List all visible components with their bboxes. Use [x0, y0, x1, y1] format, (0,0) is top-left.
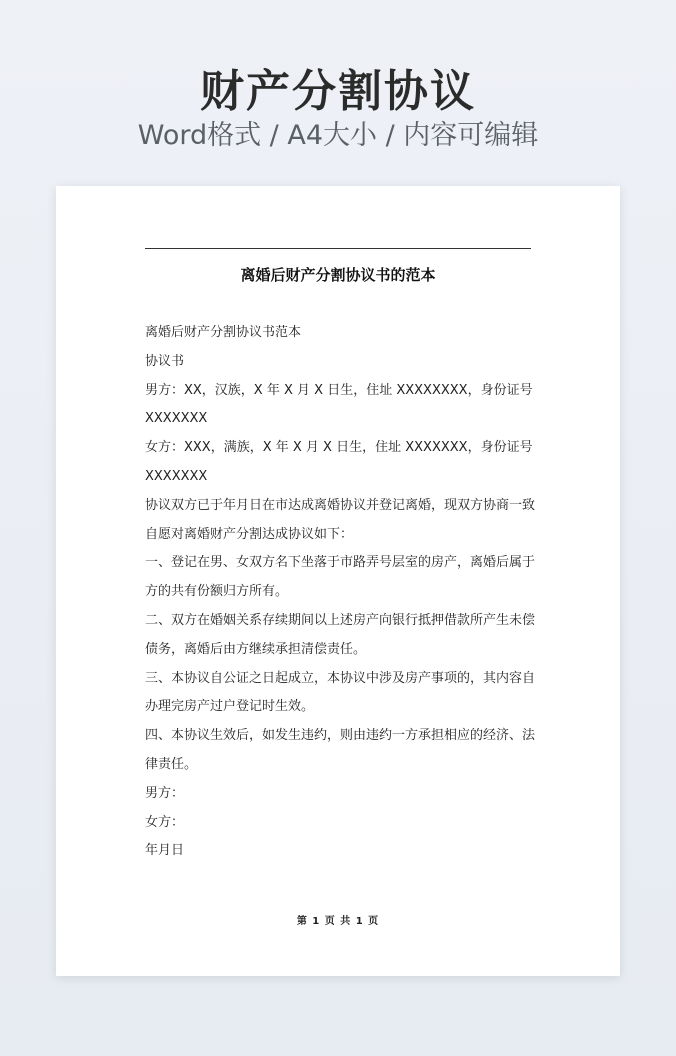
signature-line-female: 女方：	[145, 814, 185, 830]
body-line: 男方：XX，汉族，X 年 X 月 X 日生，住址 XXXXXXXX，身份证号	[145, 382, 533, 398]
body-line: 一、登记在男、女双方名下坐落于市路弄号层室的房产，离婚后属于	[145, 555, 536, 571]
body-line: 三、本协议自公证之日起成立，本协议中涉及房产事项的，其内容自	[145, 670, 536, 686]
header-rule	[145, 248, 531, 249]
body-line: 债务，离婚后由方继续承担清偿责任。	[145, 641, 367, 657]
promo-title: 财产分割协议	[200, 66, 476, 117]
body-line: 离婚后财产分割协议书范本	[145, 325, 302, 340]
body-line: XXXXXXX	[145, 468, 208, 484]
body-line: 方的共有份额归方所有。	[145, 584, 289, 600]
body-line: 四、本协议生效后，如发生违约，则由违约一方承担相应的经济、法	[145, 728, 536, 744]
page-number-footer: 第 1 页 共 1 页	[296, 916, 380, 927]
body-line: 律责任。	[145, 756, 198, 772]
body-line: 协议双方已于年月日在市达成离婚协议并登记离婚，现双方协商一致	[145, 497, 536, 513]
signature-line-male: 男方：	[145, 785, 185, 801]
body-line: XXXXXXX	[145, 411, 208, 427]
body-line: 办理完房产过户登记时生效。	[145, 699, 315, 715]
date-line: 年月日	[145, 843, 185, 859]
promo-subtitle: Word格式 / A4大小 / 内容可编辑	[137, 120, 539, 151]
document-page	[56, 186, 620, 976]
document-body	[145, 319, 535, 866]
body-line: 自愿对离婚财产分割达成协议如下：	[145, 526, 354, 542]
body-line: 二、双方在婚姻关系存续期间以上述房产向银行抵押借款所产生未偿	[145, 612, 536, 628]
document-heading: 离婚后财产分割协议书的范本	[240, 266, 436, 284]
body-line: 协议书	[145, 353, 185, 369]
body-line: 女方：XXX，满族，X 年 X 月 X 日生，住址 XXXXXXX，身份证号	[145, 440, 533, 456]
